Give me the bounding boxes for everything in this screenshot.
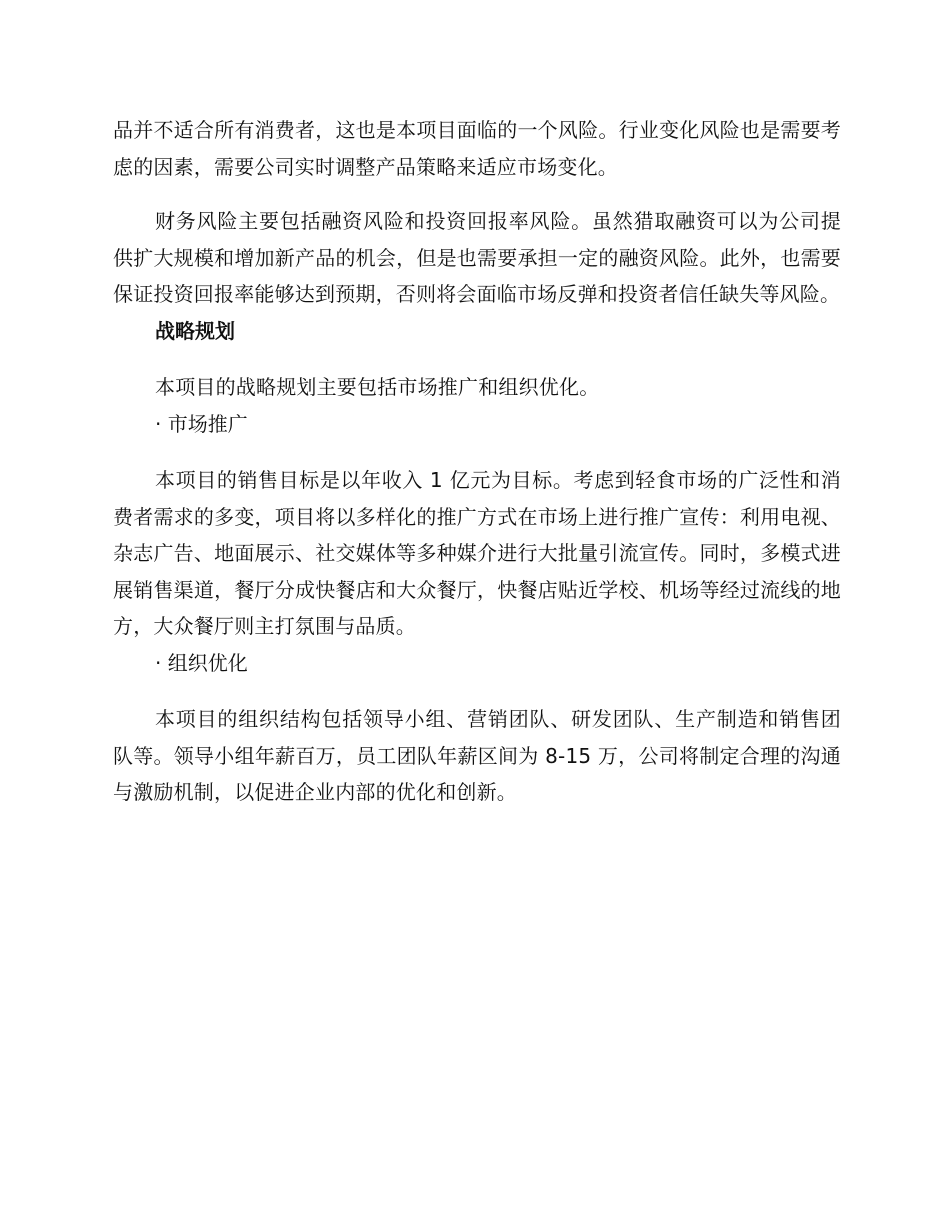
- subheading-organization-optimization: · 组织优化: [155, 650, 248, 675]
- subheading-market-promotion: · 市场推广: [155, 411, 248, 436]
- section-heading-strategy: 战略规划: [155, 318, 235, 343]
- paragraph-risk-continuation: 品并不适合所有消费者，这也是本项目面临的一个风险。行业变化风险也是需要考虑的因素，需要公司实时调整产品策略来适应市场变化。: [113, 118, 841, 179]
- paragraph-strategy-intro: 本项目的战略规划主要包括市场推广和组织优化。: [155, 375, 600, 399]
- paragraph-organization-optimization: 本项目的组织结构包括领导小组、营销团队、研发团队、生产制造和销售团队等。领导小组年薪百万，员工团队年薪区间为 8-15 万，公司将制定合理的沟通与激励机制，以促进企业内部的优化和创新。: [113, 707, 841, 804]
- paragraph-market-promotion: 本项目的销售目标是以年收入 1 亿元为目标。考虑到轻食市场的广泛性和消费者需求的多变，项目将以多样化的推广方式在市场上进行推广宣传：利用电视、杂志广告、地面展示、社交媒体等多种媒介进行大批量引流宣传。同时，多模式进展销售渠道，餐厅分成快餐店和大众餐厅，快餐店贴近学校、机场等经过流线的地方，大众餐厅则主打氛围与品质。: [113, 468, 841, 638]
- paragraph-financial-risk: 财务风险主要包括融资风险和投资回报率风险。虽然猎取融资可以为公司提供扩大规模和增加新产品的机会，但是也需要承担一定的融资风险。此外，也需要保证投资回报率能够达到预期，否则将会面临市场反弹和投资者信任缺失等风险。: [113, 209, 841, 306]
- document-body: [113, 112, 841, 811]
